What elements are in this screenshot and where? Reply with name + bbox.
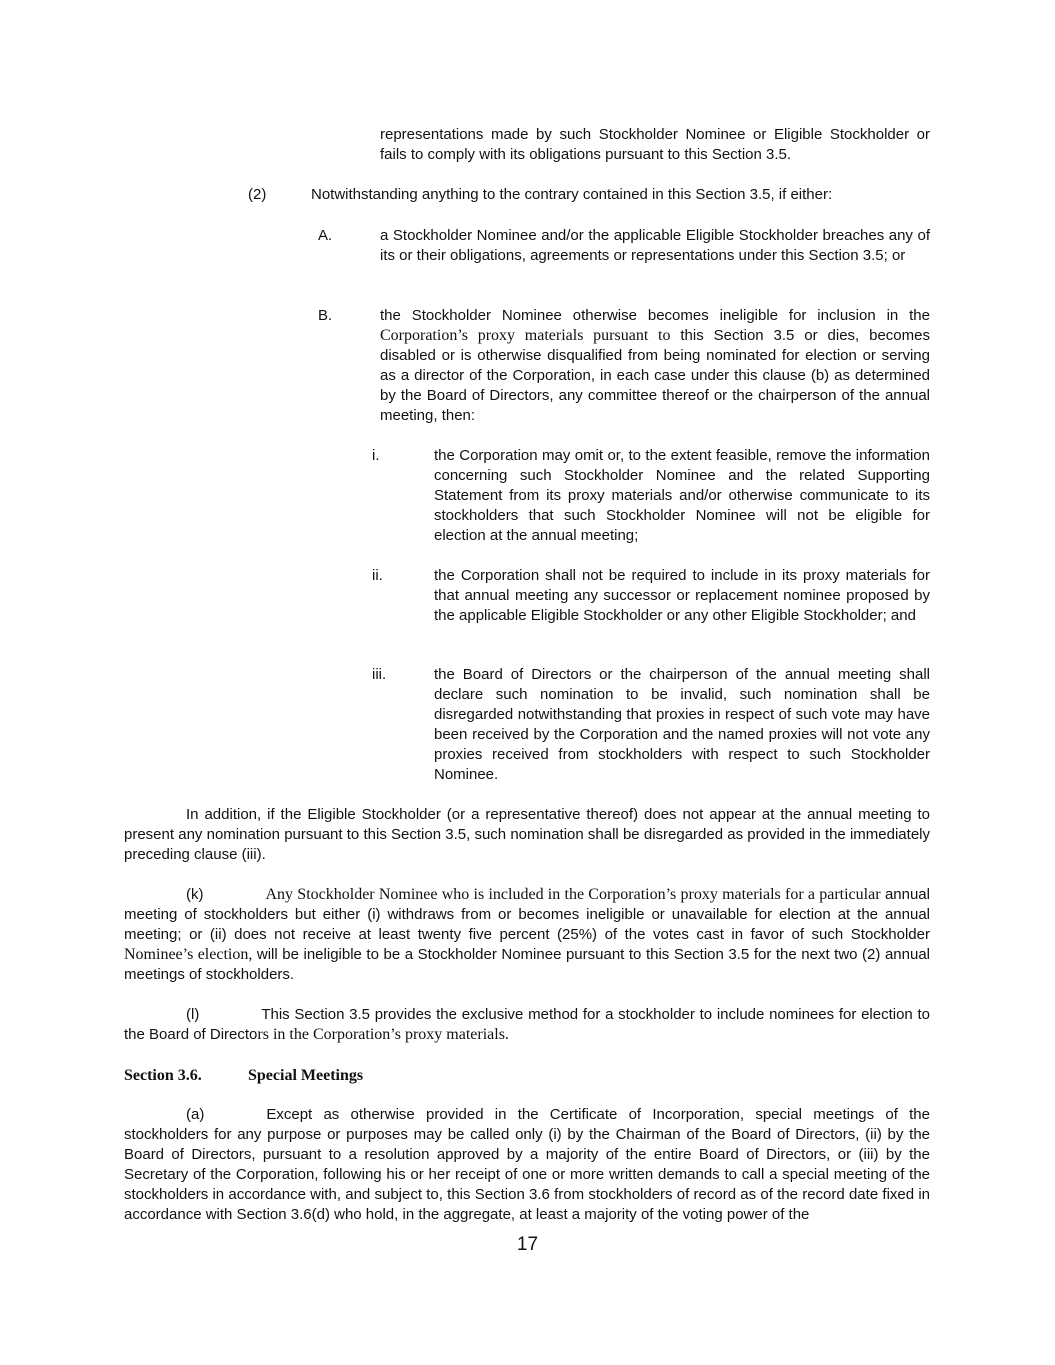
item-B-text-part2: this Section 3.5 or dies, becomes disabled or is otherwise disqualified from being nominated for election or serving as a director of the Corporation, in each case under this clause (b) as determined by the Board of Directors, any committee thereof or the chairperson of the annual meeting, then: [380,327,930,424]
item-A-text: a Stockholder Nominee and/or the applicable Eligible Stockholder breaches any of its or their obligations, agreements or representations under this Section 3.5; or [380,227,930,264]
intro-paragraph: representations made by such Stockholder Nominee or Eligible Stockholder or fails to comply with its obligations pursuant to this Section 3.5. [380,126,930,163]
paragraph-k-serif: Any Stockholder Nominee who is included in the Corporation’s proxy materials for a particular [265,886,881,903]
item-B-text-serif: Corporation’s proxy materials pursuant to [380,327,671,344]
paragraph-k-part1: annual meeting of stockholders but either (i) withdraws from or becomes ineligible or unavailable for election at the annual meeting; or (ii) does not receive at least twenty five percent (25%) of the votes cast in favor of such Stockholder [124,886,930,943]
paragraph-a-label: (a) [186,1106,205,1123]
page-number: 17 [516,1234,539,1255]
addition-paragraph: In addition, if the Eligible Stockholder (or a representative thereof) does not appear at the annual meeting to present any nomination pursuant to this Section 3.5, such nomination shall be disregarded as provided in the immediately preceding clause (iii). [124,806,930,863]
item-ii-label: ii. [372,567,383,584]
paragraph-l-part1: This Section 3.5 provides the exclusive method for a stockholder to include nominees for election to the Board of Directo [124,1006,930,1043]
item-2-text: Notwithstanding anything to the contrary contained in this Section 3.5, if either: [311,186,833,203]
item-B-label: B. [318,307,333,324]
section-3-6-number: Section 3.6. [124,1067,202,1084]
item-A-label: A. [318,227,333,244]
item-B-text [380,306,930,426]
paragraph-k-serif2: Nominee’s election, [124,946,253,963]
item-B-text-part1: the Stockholder Nominee otherwise becomes ineligible for inclusion in the [380,307,930,324]
paragraph-k-label: (k) [186,886,204,903]
paragraph-a-text: Except as otherwise provided in the Certificate of Incorporation, special meetings of the stockholders for any purpose or purposes may be called only (i) by the Chairman of the Board of Directors, (ii) by the Board of Directors, pursuant to a resolution approved by a majority of the entire Board of Directors, or (iii) by the Secretary of the Corporation, following his or her receipt of one or more written demands to call a special meeting of the stockholders in accordance with, and subject to, this Section 3.6 from stockholders of record as of the record date fixed in accordance with Section 3.6(d) who hold, in the aggregate, at least a majority of the voting power of the [124,1106,930,1223]
paragraph-l-label: (l) [186,1006,200,1023]
item-iii-label: iii. [372,666,387,683]
section-3-6-title: Special Meetings [248,1067,364,1084]
item-i-label: i. [372,447,380,464]
paragraph-k-part2: will be ineligible to be a Stockholder Nominee pursuant to this Section 3.5 for the next two (2) annual meetings of stockholders. [124,946,930,983]
paragraph-l-serif: rs in the Corporation’s proxy materials. [257,1026,509,1043]
item-2-label: (2) [248,186,267,203]
paragraph-k [124,885,930,985]
paragraph-l [124,1005,930,1045]
item-ii-text: the Corporation shall not be required to include in its proxy materials for that annual meeting any successor or replacement nominee proposed by the applicable Eligible Stockholder or any other Eligible Stockholder; and [434,567,930,624]
item-i-text: the Corporation may omit or, to the extent feasible, remove the information concerning such Stockholder Nominee and the related Supporting Statement from its proxy materials and/or otherwise communicate to its stockholders that such Stockholder Nominee will not be eligible for election at the annual meeting; [434,447,930,544]
paragraph-a [124,1105,930,1225]
item-iii-text: the Board of Directors or the chairperson of the annual meeting shall declare such nomination to be invalid, such nomination shall be disregarded notwithstanding that proxies in respect of such vote may have been received by the Corporation and the named proxies will not vote any proxies received from stockholders with respect to such Stockholder Nominee. [434,666,930,783]
